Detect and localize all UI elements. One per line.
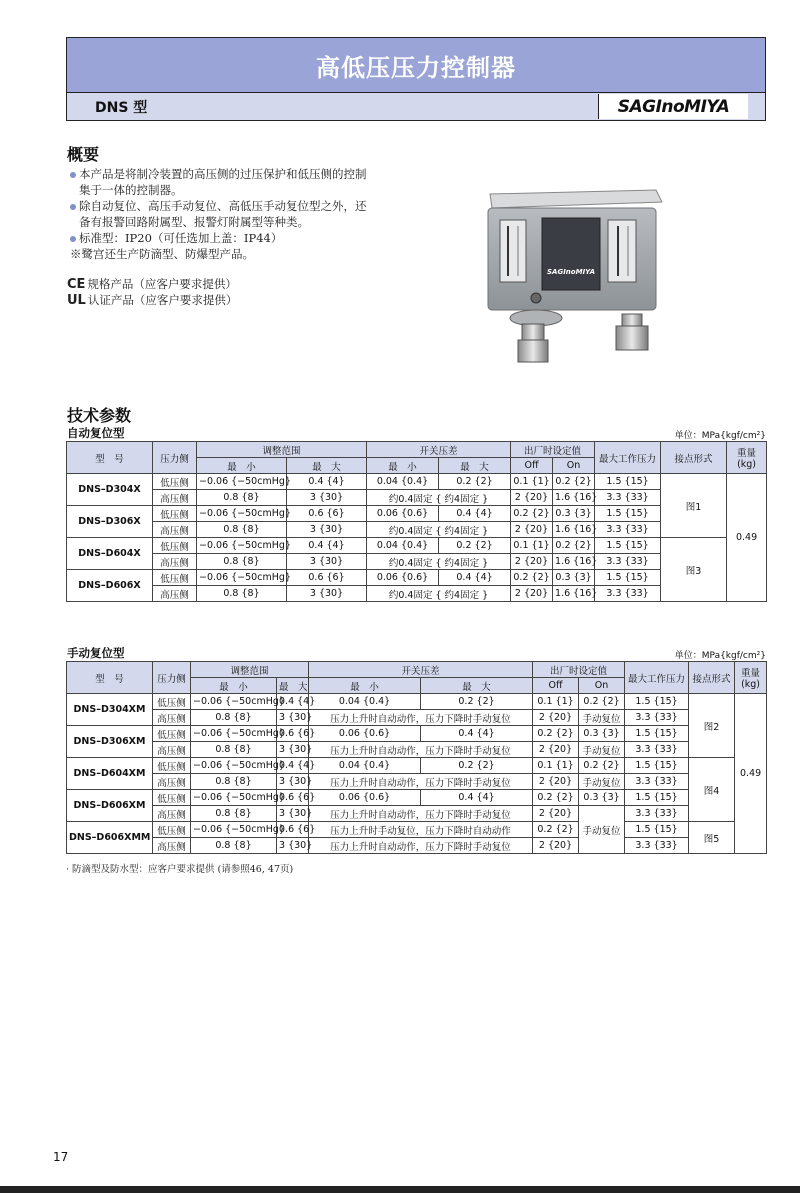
table-header-cell: 出厂时设定值 <box>533 662 625 678</box>
table-row <box>67 710 767 726</box>
table-cell: 3 {30} <box>287 522 367 538</box>
photo-panel-text: SAGInoMIYA <box>547 268 595 276</box>
table-cell: 压力上升时自动动作，压力下降时手动复位 <box>309 838 533 854</box>
table-cell: 0.04 {0.4} <box>367 474 439 490</box>
table-cell: 1.6 {16} <box>553 586 595 602</box>
unit-label: 单位：MPa{kgf/cm²} <box>674 431 766 441</box>
table-cell: 3.3 {33} <box>595 554 661 570</box>
table-cell: 3.3 {33} <box>595 522 661 538</box>
table-cell: 3 {30} <box>287 554 367 570</box>
table-cell: 0.3 {3} <box>553 570 595 586</box>
brand-logo-box <box>598 94 748 119</box>
table-cell: 0.1 {1} <box>511 538 553 554</box>
table-cell: 0.1 {1} <box>533 758 579 774</box>
table-header-cell: 最 小 <box>197 458 287 474</box>
table-cell: 0.6 {6} <box>277 726 309 742</box>
table-cell: 0.6 {6} <box>277 790 309 806</box>
bullet-icon <box>70 236 76 242</box>
table-cell: 0.4 {4} <box>421 726 533 742</box>
table-cell: 约0.4固定 { 约4固定 } <box>367 490 511 506</box>
specs-heading: 技术参数 <box>67 406 132 425</box>
brand-logo: SAGInoMIYA <box>617 96 730 117</box>
table-cell: 0.3 {3} <box>553 506 595 522</box>
table-row <box>67 774 767 790</box>
table-cell: 手动复位 <box>579 774 625 790</box>
table-cell: 图2 <box>689 694 735 758</box>
overview-heading: 概要 <box>67 145 100 164</box>
table-cell: 0.8 {8} <box>191 710 277 726</box>
table-header-cell: Off <box>511 458 553 474</box>
table-cell: −0.06 {−50cmHg} <box>197 506 287 522</box>
table-cell: 3 {30} <box>277 774 309 790</box>
table-header-cell: Off <box>533 678 579 694</box>
table-cell: 高压侧 <box>153 742 191 758</box>
table-cell: 0.2 {2} <box>421 694 533 710</box>
table-cell: 0.2 {2} <box>533 822 579 838</box>
table-cell: 0.04 {0.4} <box>309 758 421 774</box>
table-cell: 0.04 {0.4} <box>309 694 421 710</box>
table-cell: 1.5 {15} <box>625 822 689 838</box>
table-header-cell: 最 小 <box>191 678 277 694</box>
table-cell: 高压侧 <box>153 710 191 726</box>
table-cell: 3 {30} <box>287 586 367 602</box>
ce-mark: CE <box>67 277 86 292</box>
col-contact: 接点形式 <box>661 442 727 474</box>
table-cell: 0.3 {3} <box>579 790 625 806</box>
table-cell: 1.5 {15} <box>595 538 661 554</box>
table-cell: 0.04 {0.4} <box>367 538 439 554</box>
table-cell: 高压侧 <box>153 806 191 822</box>
table-cell: 0.2 {2} <box>533 726 579 742</box>
table-cell: 压力上升时自动动作，压力下降时手动复位 <box>309 710 533 726</box>
table-cell: 3.3 {33} <box>595 586 661 602</box>
table-cell: 1.6 {16} <box>553 490 595 506</box>
table-row <box>67 838 767 854</box>
table-cell: 低压侧 <box>153 790 191 806</box>
table-header-cell: 最 小 <box>367 458 439 474</box>
auto-reset-table <box>66 441 767 602</box>
col-factory: 出厂时设定值 <box>511 442 595 458</box>
table-cell: 0.8 {8} <box>191 838 277 854</box>
table-cell: −0.06 {−50cmHg} <box>191 726 277 742</box>
table-cell: 2 {20} <box>533 838 579 854</box>
table-row <box>67 806 767 822</box>
table-cell: −0.06 {−50cmHg} <box>197 474 287 490</box>
table-cell: 手动复位 <box>579 806 625 854</box>
table-cell: 3.3 {33} <box>625 742 689 758</box>
table-cell: 0.1 {1} <box>533 694 579 710</box>
table-cell: 0.4 {4} <box>277 694 309 710</box>
table-cell: 0.06 {0.6} <box>367 506 439 522</box>
overview-line: 集于一体的控制器。 <box>79 183 183 197</box>
table-cell: 0.4 {4} <box>439 570 511 586</box>
table-header-cell: 压力侧 <box>153 662 191 694</box>
unit-label-2: 单位：MPa{kgf/cm²} <box>674 651 766 661</box>
table-cell: 2 {20} <box>511 586 553 602</box>
table-header-cell: 最 大 <box>277 678 309 694</box>
table-cell: 0.2 {2} <box>533 790 579 806</box>
table-cell: 0.4 {4} <box>287 538 367 554</box>
table-cell: −0.06 {−50cmHg} <box>191 822 277 838</box>
table-row <box>67 538 767 554</box>
table-cell: 3 {30} <box>287 490 367 506</box>
table-cell: 0.8 {8} <box>197 586 287 602</box>
table-cell: 3 {30} <box>277 806 309 822</box>
col-range: 调整范围 <box>197 442 367 458</box>
table-cell: 0.49 <box>735 694 767 854</box>
overview-bullets <box>70 166 420 262</box>
table-cell: DNS–D304X <box>67 474 153 506</box>
table-cell: 1.5 {15} <box>595 474 661 490</box>
table-cell: 高压侧 <box>153 522 197 538</box>
table-cell: 0.2 {2} <box>421 758 533 774</box>
auto-reset-label: 自动复位型 <box>67 426 125 440</box>
table-cell: 2 {20} <box>533 710 579 726</box>
table-cell: 1.5 {15} <box>625 694 689 710</box>
table-cell: DNS–D306X <box>67 506 153 538</box>
table-row <box>67 726 767 742</box>
table-cell: 0.2 {2} <box>439 474 511 490</box>
table-cell: 1.5 {15} <box>595 506 661 522</box>
table-cell: 压力上升时自动动作，压力下降时手动复位 <box>309 774 533 790</box>
table-cell: 高压侧 <box>153 554 197 570</box>
table-cell: 0.2 {2} <box>439 538 511 554</box>
table-cell: 1.5 {15} <box>625 726 689 742</box>
col-model: 型 号 <box>67 442 153 474</box>
ul-line: UL 认证产品（应客户要求提供） <box>67 293 238 308</box>
table-cell: 约0.4固定 { 约4固定 } <box>367 554 511 570</box>
table-row <box>67 474 767 490</box>
table-cell: 低压侧 <box>153 694 191 710</box>
table-cell: 0.2 {2} <box>511 570 553 586</box>
table-cell: 低压侧 <box>153 726 191 742</box>
col-weight: 重量 (kg) <box>727 442 767 474</box>
ul-mark: UL <box>67 293 86 308</box>
table-cell: 低压侧 <box>153 506 197 522</box>
table-cell: 0.2 {2} <box>579 694 625 710</box>
table-header-cell: 重量 (kg) <box>735 662 767 694</box>
table-cell: 图4 <box>689 758 735 822</box>
table-cell: 0.6 {6} <box>277 822 309 838</box>
table-cell: 0.4 {4} <box>421 790 533 806</box>
table-cell: 高压侧 <box>153 586 197 602</box>
table-cell: 低压侧 <box>153 474 197 490</box>
table-cell: 1.5 {15} <box>625 790 689 806</box>
table-cell: 0.8 {8} <box>191 742 277 758</box>
table-cell: 1.6 {16} <box>553 522 595 538</box>
table-cell: 0.06 {0.6} <box>309 726 421 742</box>
table-cell: −0.06 {−50cmHg} <box>191 790 277 806</box>
table-cell: 0.8 {8} <box>191 806 277 822</box>
table-cell: 3.3 {33} <box>625 774 689 790</box>
manual-reset-table <box>66 661 767 854</box>
bullet-icon <box>70 172 76 178</box>
table-cell: 压力上升时自动动作，压力下降时手动复位 <box>309 806 533 822</box>
table-cell: 0.2 {2} <box>553 538 595 554</box>
table-cell: −0.06 {−50cmHg} <box>191 694 277 710</box>
table-cell: 3.3 {33} <box>625 710 689 726</box>
page-title: 高低压压力控制器 <box>67 38 765 92</box>
table-cell: 高压侧 <box>153 838 191 854</box>
col-diff: 开关压差 <box>367 442 511 458</box>
bullet-icon <box>70 204 76 210</box>
table-header-cell: 最 大 <box>421 678 533 694</box>
col-maxp: 最大工作压力 <box>595 442 661 474</box>
table-cell: 低压侧 <box>153 758 191 774</box>
table-cell: 3 {30} <box>277 742 309 758</box>
overview-line: 本产品是将制冷装置的高压侧的过压保护和低压侧的控制 <box>70 166 420 182</box>
table-cell: DNS–D604X <box>67 538 153 570</box>
table-cell: DNS–D306XM <box>67 726 153 758</box>
table-row <box>67 742 767 758</box>
footnote: · 防滴型及防水型：应客户要求提供 (请参照46, 47页) <box>66 864 294 875</box>
table-header-cell: 最 大 <box>439 458 511 474</box>
table-header-cell: 调整范围 <box>191 662 309 678</box>
table-cell: 图5 <box>689 822 735 854</box>
table-cell: 0.06 {0.6} <box>309 790 421 806</box>
table-cell: 0.06 {0.6} <box>367 570 439 586</box>
table-cell: 2 {20} <box>511 490 553 506</box>
table-header-cell: 最大工作压力 <box>625 662 689 694</box>
table-cell: 0.2 {2} <box>553 474 595 490</box>
table-cell: 2 {20} <box>511 554 553 570</box>
table-cell: DNS–D606XM <box>67 790 153 822</box>
table-cell: 图3 <box>661 538 727 602</box>
model-series: DNS 型 <box>95 100 148 116</box>
table-cell: 图1 <box>661 474 727 538</box>
table-cell: 0.8 {8} <box>197 490 287 506</box>
table-cell: −0.06 {−50cmHg} <box>197 570 287 586</box>
table-cell: 2 {20} <box>511 522 553 538</box>
table-cell: 约0.4固定 { 约4固定 } <box>367 522 511 538</box>
table-cell: 2 {20} <box>533 742 579 758</box>
table-cell: 0.8 {8} <box>197 554 287 570</box>
table-header-cell: On <box>553 458 595 474</box>
table-cell: 0.2 {2} <box>579 758 625 774</box>
table-cell: 0.4 {4} <box>287 474 367 490</box>
table-cell: 0.3 {3} <box>579 726 625 742</box>
bottom-rule <box>0 1186 800 1193</box>
table-cell: 0.8 {8} <box>191 774 277 790</box>
table-row <box>67 790 767 806</box>
table-cell: 0.4 {4} <box>277 758 309 774</box>
table-cell: 3.3 {33} <box>595 490 661 506</box>
table-cell: 低压侧 <box>153 822 191 838</box>
table-cell: 低压侧 <box>153 570 197 586</box>
table-header-cell: On <box>579 678 625 694</box>
table-cell: 手动复位 <box>579 710 625 726</box>
table-cell: 0.49 <box>727 474 767 602</box>
table-cell: DNS–D604XM <box>67 758 153 790</box>
table-row <box>67 694 767 710</box>
table-header-cell: 接点形式 <box>689 662 735 694</box>
table-header-cell: 最 小 <box>309 678 421 694</box>
table-cell: 低压侧 <box>153 538 197 554</box>
table-cell: 0.6 {6} <box>287 506 367 522</box>
table-cell: 1.5 {15} <box>595 570 661 586</box>
table-cell: 3.3 {33} <box>625 838 689 854</box>
overview-line: ※鹭宫还生产防滴型、防爆型产品。 <box>70 247 254 261</box>
table-cell: 0.8 {8} <box>197 522 287 538</box>
table-cell: 高压侧 <box>153 774 191 790</box>
table-header-cell: 型 号 <box>67 662 153 694</box>
table-cell: 约0.4固定 { 约4固定 } <box>367 586 511 602</box>
table-cell: 0.2 {2} <box>511 506 553 522</box>
table-cell: DNS–D606XMM <box>67 822 153 854</box>
table-cell: 压力上升时手动复位，压力下降时自动动作 <box>309 822 533 838</box>
overview-line: 除自动复位、高压手动复位、高低压手动复位型之外，还 <box>70 198 420 214</box>
table-cell: 3 {30} <box>277 838 309 854</box>
table-cell: DNS–D606X <box>67 570 153 602</box>
overview-line: 备有报警回路附属型、报警灯附属型等种类。 <box>79 215 309 229</box>
table-cell: −0.06 {−50cmHg} <box>191 758 277 774</box>
table-cell: 手动复位 <box>579 742 625 758</box>
table-cell: −0.06 {−50cmHg} <box>197 538 287 554</box>
table-cell: 1.5 {15} <box>625 758 689 774</box>
table-cell: 高压侧 <box>153 490 197 506</box>
col-side: 压力侧 <box>153 442 197 474</box>
table-header-cell: 最 大 <box>287 458 367 474</box>
table-cell: DNS–D304XM <box>67 694 153 726</box>
table-cell: 压力上升时自动动作，压力下降时手动复位 <box>309 742 533 758</box>
ce-line: CE 规格产品（应客户要求提供） <box>67 277 237 292</box>
manual-reset-label: 手动复位型 <box>67 646 125 660</box>
table-cell: 3.3 {33} <box>625 806 689 822</box>
product-photo <box>478 186 678 368</box>
overview-line: 标准型：IP20（可任选加上盖：IP44） <box>70 230 420 246</box>
table-header-cell: 开关压差 <box>309 662 533 678</box>
table-cell: 2 {20} <box>533 806 579 822</box>
table-cell: 0.6 {6} <box>287 570 367 586</box>
table-cell: 1.6 {16} <box>553 554 595 570</box>
table-row <box>67 822 767 838</box>
page-number: 17 <box>53 1150 69 1164</box>
table-cell: 0.1 {1} <box>511 474 553 490</box>
table-cell: 2 {20} <box>533 774 579 790</box>
table-cell: 0.4 {4} <box>439 506 511 522</box>
table-cell: 3 {30} <box>277 710 309 726</box>
table-row <box>67 758 767 774</box>
